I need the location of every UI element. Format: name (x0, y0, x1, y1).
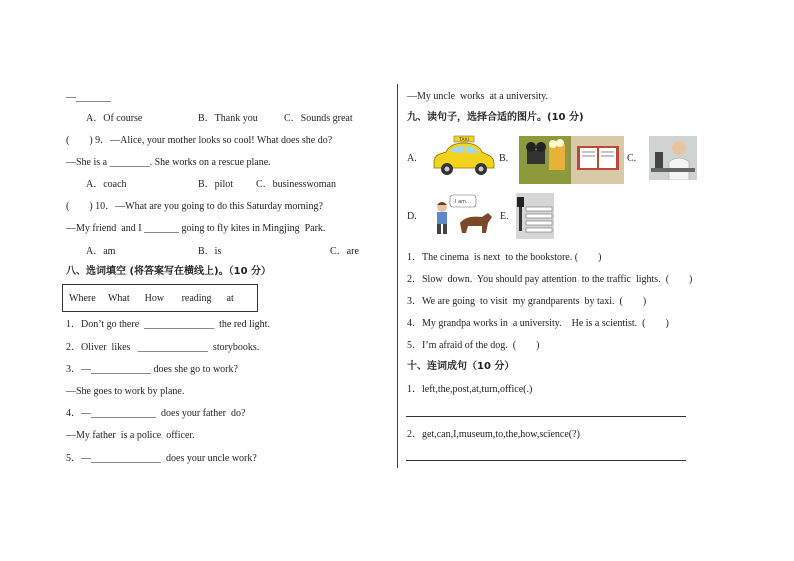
option-c: C．businesswoman (256, 179, 336, 190)
boy-dog-picture (430, 193, 498, 239)
option-b: B．Thank you (198, 113, 258, 124)
answer-line-1[interactable] (406, 416, 686, 417)
speech-bubble-text: I am… (455, 199, 471, 205)
sentence-3: 3．We are going to visit my grandparents by taxi. ( ) (407, 296, 647, 307)
taxi-sign-text: TAXI (459, 138, 469, 143)
pic-label-d: D. (407, 211, 417, 222)
sentence-2: 2．Slow down. You should pay attention to the traffic lights. ( ) (407, 274, 693, 285)
fill-item-3: 3．—____________ does she go to work? (66, 364, 238, 375)
dialog-line: —My uncle works at a university. (407, 91, 548, 102)
option-a: A．Of course (86, 113, 143, 124)
taxi-picture (432, 134, 496, 180)
option-b: B．pilot (198, 179, 234, 190)
question-9-line2: —She is a ________. She works on a rescue plane. (66, 157, 271, 168)
answer-line-2[interactable] (406, 460, 686, 461)
answer-blank[interactable]: —_______ (66, 92, 111, 103)
section-10-title: 十、连词成句（10 分） (407, 361, 515, 372)
option-c: C．are (330, 246, 359, 257)
fill-item-1: 1．Don’t go there ______________ the red light. (66, 319, 270, 330)
scientist-picture (649, 136, 697, 180)
order-item-1: 1．left,the,post,at,turn,office(.) (407, 384, 533, 395)
word-box-words: Where What How reading at (69, 293, 234, 304)
pic-label-a: A. (407, 153, 417, 164)
sentence-4: 4．My grandpa works in a university. He is a scientist. ( ) (407, 318, 669, 329)
pic-label-e: E. (500, 211, 509, 222)
option-c: C．Sounds great (284, 113, 353, 124)
fill-item-4: 4．—_____________ does your father do? (66, 408, 246, 419)
sentence-1: 1．The cinema is next to the bookstore. ( ) (407, 252, 602, 263)
fill-item-2: 2．Oliver likes ______________ storybooks. (66, 342, 260, 353)
option-a: A．am (86, 246, 116, 257)
pic-label-c: C. (627, 153, 637, 164)
question-10: ( ) 10．—What are you going to do this Saturday morning? (66, 201, 323, 212)
question-9: ( ) 9．—Alice, your mother looks so cool! What does she do? (66, 135, 333, 146)
question-10-line2: —My friend and I _______ going to fly kites in Mingjing Park. (66, 223, 326, 234)
pic-label-b: B. (499, 153, 509, 164)
option-b: B．is (198, 246, 222, 257)
fill-item-4-answer: —My father is a police officer. (66, 430, 195, 441)
fill-item-5: 5．—______________ does your uncle work? (66, 453, 257, 464)
section-9-title: 九、读句子，选择合适的图片。(10 分) (407, 112, 584, 123)
traffic-crossing-picture (516, 193, 554, 239)
column-divider (397, 84, 398, 468)
cinema-books-picture (519, 136, 624, 184)
order-item-2: 2．get,can,I,museum,to,the,how,science(?) (407, 429, 580, 440)
fill-item-3-answer: —She goes to work by plane. (66, 386, 185, 397)
section-8-title: 八、选词填空 (将答案写在横线上)。（10 分） (66, 266, 272, 277)
sentence-5: 5．I’m afraid of the dog. ( ) (407, 340, 540, 351)
option-a: A．coach (86, 179, 127, 190)
